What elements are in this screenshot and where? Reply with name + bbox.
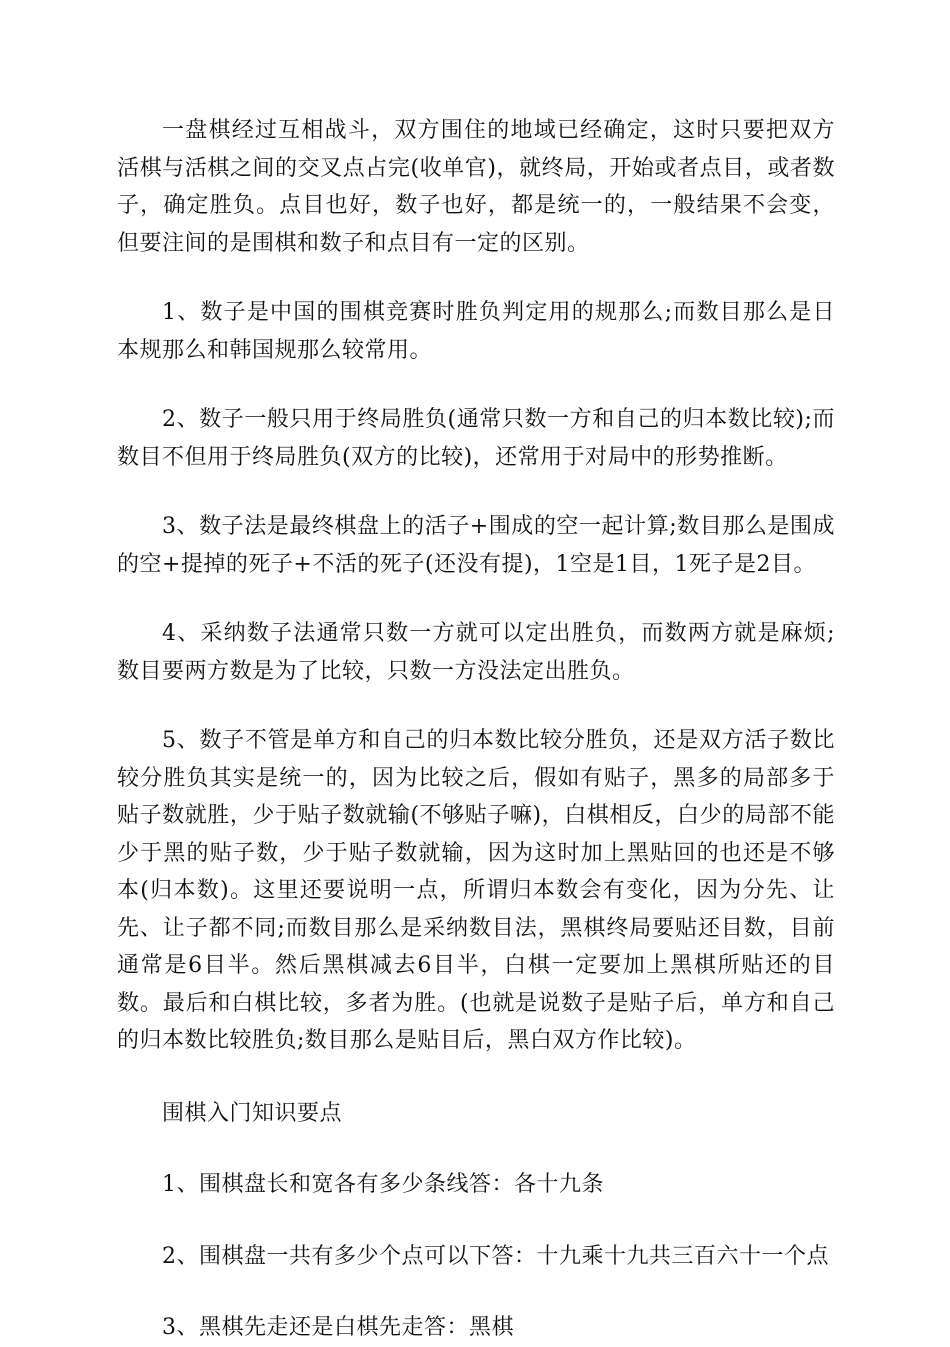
point-4-paragraph: 4、采纳数子法通常只数一方就可以定出胜负，而数两方就是麻烦;数目要两方数是为了比较，只数一方没法定出胜负。: [117, 621, 835, 684]
point-5-paragraph: 5、数子不管是单方和自己的归本数比较分胜负，还是双方活子数比较分胜负其实是统一的，因为比较之后，假如有贴子，黑多的局部多于贴子数就胜，少于贴子数就输(不够贴子嘛)，白棋相反，白少的局部不能少于黑的贴子数，少于贴子数就输，因为这时加上黑贴回的也还是不够本(归本数)。这里还要说明一点，所谓归本数会有变化，因为分先、让先、让子都不同;而数目那么是采纳数目法，黑棋终局要贴还目数，目前通常是6目半。然后黑棋减去6目半，白棋一定要加上黑棋所贴还的目数。最后和白棋比较，多者为胜。(也就是说数子是贴子后，单方和自己的归本数比较胜负;数目那么是贴目后，黑白双方作比较)。: [117, 728, 835, 1053]
qa-item-1: 1、围棋盘长和宽各有多少条线答：各十九条: [162, 1172, 604, 1197]
point-2-paragraph: 2、数子一般只用于终局胜负(通常只数一方和自己的归本数比较);而数目不但用于终局胜负(双方的比较)，还常用于对局中的形势推断。: [117, 407, 835, 470]
intro-paragraph: 一盘棋经过互相战斗，双方围住的地域已经确定，这时只要把双方活棋与活棋之间的交叉点占完(收单官)，就终局，开始或者点目，或者数子，确定胜负。点目也好，数子也好，都是统一的，一般结果不会变，但要注间的是围棋和数子和点目有一定的区别。: [117, 118, 835, 256]
document-page: [117, 112, 835, 1347]
qa-item-3: 3、黑棋先走还是白棋先走答：黑棋: [162, 1315, 514, 1340]
point-3-paragraph: 3、数子法是最终棋盘上的活子+围成的空一起计算;数目那么是围成的空+提掉的死子+不活的死子(还没有提)，1空是1目，1死子是2目。: [117, 514, 835, 577]
point-1-paragraph: 1、数子是中国的围棋竞赛时胜负判定用的规那么;而数目那么是日本规那么和韩国规那么较常用。: [117, 300, 835, 363]
qa-item-2: 2、围棋盘一共有多少个点可以下答：十九乘十九共三百六十一个点: [162, 1243, 829, 1269]
section-heading: 围棋入门知识要点: [162, 1100, 343, 1126]
